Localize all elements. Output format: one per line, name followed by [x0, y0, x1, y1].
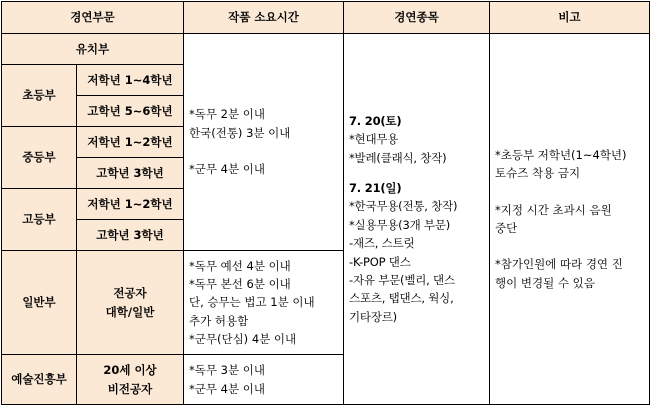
duration-arts-cell	[184, 355, 344, 405]
duration-general-line1: *독무 예선 4분 이내	[189, 258, 291, 273]
division-kindergarten: 유치부	[2, 34, 184, 65]
duration-general-line4: 추가 허용함	[189, 313, 249, 328]
division-high: 고등부	[2, 189, 77, 251]
header-program: 경연종목	[344, 2, 490, 34]
division-middle: 중등부	[2, 127, 77, 189]
division-arts-sub-1: 20세 이상	[103, 363, 157, 378]
duration-youth-line1: *독무 2분 이내	[189, 107, 265, 122]
program-day2-item-5: 스포츠, 탭댄스, 웍싱,	[349, 291, 454, 306]
division-middle-low: 저학년 1~2학년	[77, 127, 184, 158]
division-high-low: 저학년 1~2학년	[77, 189, 184, 220]
note-cell	[490, 34, 650, 405]
duration-youth-cell	[184, 34, 344, 251]
note-line6: 행이 변경될 수 있음	[495, 275, 595, 290]
division-arts: 예술진흥부	[2, 355, 77, 405]
duration-youth-line2: 한국(전통) 3분 이내	[189, 125, 291, 140]
header-division: 경연부문	[2, 2, 184, 34]
note-line1: *초등부 저학년(1~4학년)	[495, 147, 627, 162]
note-line3: *지정 시간 초과시 음원	[495, 202, 612, 217]
duration-general-cell	[184, 251, 344, 355]
program-day2-item-6: 기타장르)	[349, 309, 397, 324]
header-note: 비고	[490, 2, 650, 34]
duration-youth-line3: *군무 4분 이내	[189, 162, 265, 177]
program-day2-item-0: *한국무용(전통, 창작)	[349, 199, 458, 214]
program-day2-item-3: -K-POP 댄스	[349, 254, 411, 269]
note-line4: 중단	[495, 221, 518, 235]
division-elementary-low: 저학년 1~4학년	[77, 65, 184, 96]
header-row	[2, 2, 650, 34]
program-day2-item-2: -재즈, 스트릿	[349, 236, 415, 251]
division-middle-high: 고학년 3학년	[77, 158, 184, 189]
duration-arts-line2: *군무 4분 이내	[189, 381, 265, 396]
division-general-sub	[77, 251, 184, 355]
duration-general-line3: 단, 승무는 법고 1분 이내	[189, 295, 315, 310]
program-cell	[344, 34, 490, 405]
duration-arts-line1: *독무 3분 이내	[189, 363, 265, 378]
division-elementary-high: 고학년 5~6학년	[77, 96, 184, 127]
program-day1-date: 7. 20(토)	[349, 113, 402, 128]
note-line2: 토슈즈 착용 금지	[495, 166, 581, 181]
division-general-sub-1: 전공자	[113, 286, 147, 301]
program-day1-item-1: *발레(클래식, 창작)	[349, 150, 447, 165]
program-day2-item-1: *실용무용(3개 부문)	[349, 217, 451, 232]
division-arts-sub-2: 비전공자	[107, 381, 153, 396]
division-arts-sub	[77, 355, 184, 405]
division-high-high: 고학년 3학년	[77, 220, 184, 251]
program-day1-item-0: *현대무용	[349, 132, 399, 147]
duration-general-line5: *군무(단심) 4분 이내	[189, 332, 297, 347]
division-general: 일반부	[2, 251, 77, 355]
duration-general-line2: *독무 본선 6분 이내	[189, 276, 291, 291]
row-kindergarten	[2, 34, 650, 65]
division-general-sub-2: 대학/일반	[105, 304, 155, 319]
program-day2-item-4: -자유 부문(벨리, 댄스	[349, 272, 455, 287]
program-day2-date: 7. 21(일)	[349, 181, 402, 196]
note-line5: *참가인원에 따라 경연 진	[495, 257, 623, 272]
competition-schedule-table	[1, 1, 650, 405]
competition-table-wrapper	[1, 1, 650, 405]
division-elementary: 초등부	[2, 65, 77, 127]
header-duration: 작품 소요시간	[184, 2, 344, 34]
